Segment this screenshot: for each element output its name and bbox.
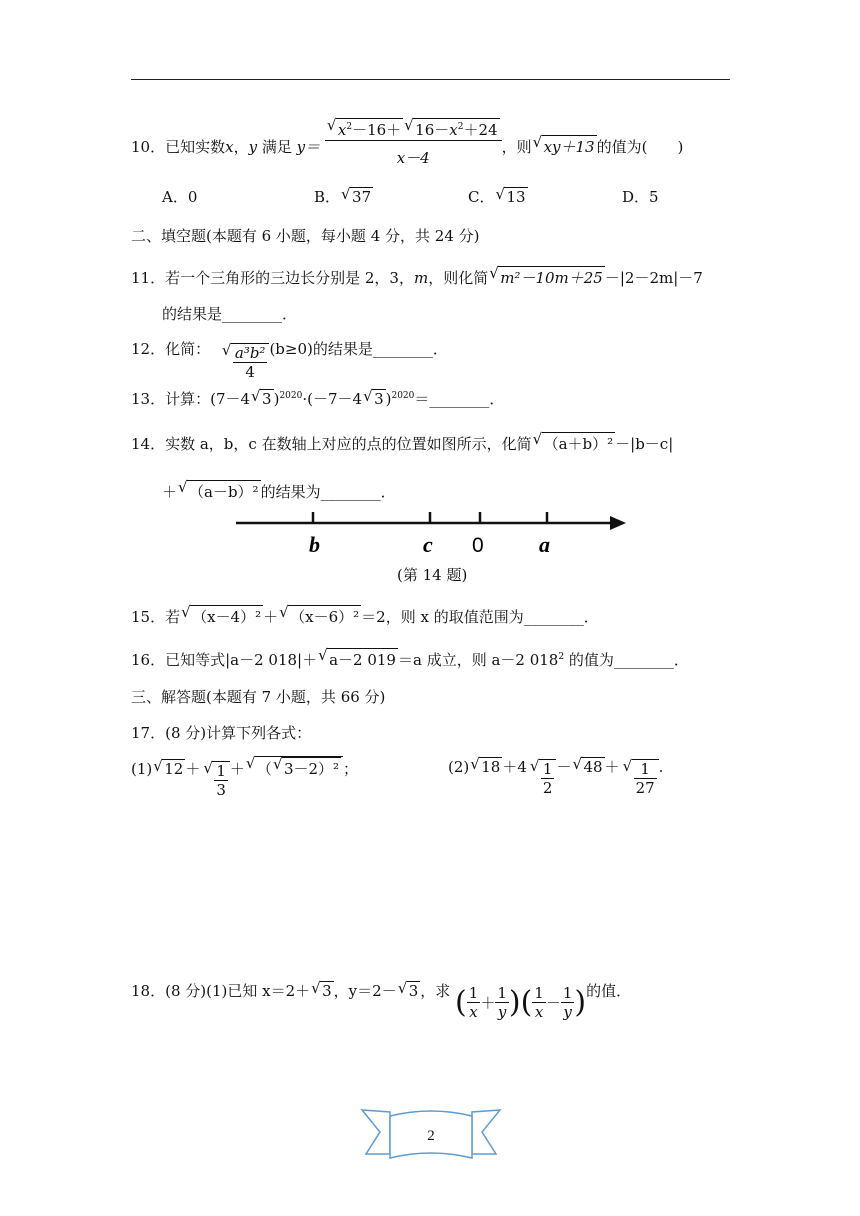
q11-radical: √ m²－10m＋25 (498, 266, 605, 288)
q17-p1-semicolon: ； (343, 760, 359, 778)
q18-plus: ＋ (480, 993, 496, 1012)
q18-frac2-den: y (497, 1002, 507, 1021)
q10-option-b (314, 186, 373, 207)
q17-p1-inner: √ 3－2）² (282, 757, 341, 779)
q17-p2-root1: √ 18 (479, 757, 502, 776)
q13-c: ·(－7－4 (302, 390, 363, 408)
question-17-part1 (131, 756, 358, 799)
question-12 (131, 338, 448, 381)
q14-radical2: √ （a－b）² (187, 480, 261, 502)
q10-num-d: x (449, 121, 458, 139)
q18-root1: √ 3 (320, 981, 334, 1000)
number-line-arrow (610, 516, 626, 530)
question-13 (131, 388, 504, 409)
q12-prefix: 12．化简： (131, 340, 211, 358)
number-line-figure (230, 508, 630, 560)
q10-num-c: 16－ (415, 121, 450, 139)
q17-p1-plus1: ＋ (185, 760, 201, 778)
q18-minus: － (545, 993, 561, 1012)
q17-p2-minus: － (556, 758, 572, 776)
q17-p2-num2: √ 1 (634, 760, 657, 779)
axis-label-a: a (539, 532, 550, 557)
question-10 (131, 118, 683, 168)
ribbon-left-tail (362, 1110, 390, 1154)
q10-option-c-radical: √ 13 (504, 187, 527, 206)
q18-frac4-num: 1 (562, 983, 573, 1002)
question-17-part2 (448, 756, 663, 797)
header-rule (131, 79, 730, 80)
q11-text-c: －|2－2m|－7 (604, 269, 703, 287)
q17-p1-den: 3 (216, 780, 226, 799)
q12-radical (231, 343, 270, 381)
q17-p1-root2 (212, 761, 230, 799)
q10-satisfy: 满足 (257, 138, 297, 156)
q17-p2-fraction2 (634, 760, 657, 797)
q10-x: x (225, 138, 234, 156)
q14-radical1: √ （a＋b）² (542, 432, 616, 454)
q10-num-e: ＋24 (463, 121, 498, 139)
q12-fraction (233, 344, 268, 381)
q11-m: m (413, 269, 429, 287)
page-number-ribbon (360, 1104, 502, 1162)
q18-frac3-num: 1 (534, 983, 544, 1002)
q17-p1-plus2: ＋ (229, 760, 245, 778)
q13-a: 13．计算：(7－4 (131, 390, 251, 408)
q17-p2-period: . (658, 758, 664, 776)
q18-expression: ( $\frac{1}{x}$ ＋ $\frac{1}{y}$ )( $\frac{1}{x}$ － $\frac{1}{y}$ ) (455, 983, 587, 1021)
q10-comma: ， (233, 138, 249, 156)
axis-label-b: b (309, 532, 320, 557)
q17-p1-root3 (255, 756, 343, 779)
q15-radical1: √ （x－4）² (190, 605, 263, 627)
question-11-line2: 的结果是________． (162, 305, 298, 323)
q16-radical: √ a－2 019 (327, 648, 398, 670)
q17-p2-num1: √ 1 (542, 759, 553, 778)
q17-p2-plus: ＋ (604, 758, 620, 776)
q14-tail: 的结果为________． (260, 483, 396, 501)
q10-tail: 的值为( ) (596, 138, 684, 156)
ribbon-right-tail (472, 1110, 500, 1154)
q10-option-d-label: D．5 (622, 188, 659, 206)
q17-p2-den1: 2 (542, 778, 553, 797)
question-11-line1 (131, 266, 703, 288)
q17-p2-label: (2) (448, 758, 470, 776)
q17-p2-root2 (539, 759, 557, 797)
question-14-line1 (131, 432, 673, 454)
q17-p1-num: √ 1 (216, 761, 226, 780)
section-3-heading: 三、解答题(本题有 7 小题，共 66 分) (131, 688, 386, 706)
q17-p1-fraction (214, 762, 228, 799)
q13-root1: √ 3 (260, 389, 274, 408)
q13-d: ) (385, 390, 392, 408)
page-number: 2 (427, 1128, 435, 1144)
q18-frac3 (532, 984, 546, 1021)
q13-exp1: 2020 (279, 391, 303, 401)
q18-a: 18．(8 分)(1)已知 x＝2＋ (131, 982, 311, 1000)
q16-sup: 2 (558, 652, 565, 662)
q13-b: ) (273, 390, 280, 408)
q17-p2-fraction1 (541, 760, 555, 797)
q18-frac1-num: 1 (468, 983, 479, 1002)
q10-radical: √ xy＋13 (542, 135, 597, 157)
q18-frac1 (467, 984, 481, 1021)
q10-then: ，则 (501, 138, 532, 156)
q10-option-b-label: B． (314, 188, 341, 206)
q18-frac4 (561, 984, 575, 1021)
q17-p2-root4 (632, 759, 659, 797)
q17-p1-label: (1) (131, 760, 153, 778)
q18-frac3-den: x (534, 1002, 544, 1021)
q18-frac2 (495, 984, 509, 1021)
q10-num-b: －16＋ (352, 121, 402, 139)
q10-num-a: x (337, 121, 347, 139)
q10-denominator: x－4 (396, 149, 430, 167)
q13-root2: √ 3 (372, 389, 386, 408)
q10-fraction (325, 118, 502, 168)
q18-b: ，y＝2－ (333, 982, 397, 1000)
q12-numerator: √ a³b² (234, 343, 266, 362)
q10-prefix: 10．已知实数 (131, 138, 226, 156)
q10-eq: y＝ (296, 138, 321, 156)
q17-p1-paren: （ (256, 760, 272, 778)
q18-frac2-num: 1 (497, 983, 507, 1002)
q17-p2-plus4: ＋4 (502, 758, 527, 776)
q18-frac1-den: x (469, 1002, 478, 1021)
q15-plus: ＋ (263, 608, 279, 626)
question-14-line2 (162, 480, 396, 502)
q10-option-c (468, 186, 528, 207)
q18-c: ，求 (420, 982, 451, 1000)
q16-a: 16．已知等式|a－2 018|＋ (131, 651, 318, 669)
q14-a: 14．实数 a，b，c 在数轴上对应的点的位置如图所示，化简 (131, 435, 532, 453)
q13-e: ＝________． (414, 390, 505, 408)
q12-tail: (b≥0)的结果是________． (269, 340, 448, 358)
figure-14-caption: (第 14 题) (397, 566, 468, 584)
question-18 (131, 980, 631, 1021)
q14-b: －|b－c| (615, 435, 674, 453)
q10-numerator (325, 118, 502, 141)
q17-p2-root3: √ 48 (581, 757, 604, 776)
q10-option-d (622, 186, 659, 207)
q10-option-b-radical: √ 37 (350, 187, 373, 206)
q17-p2-den2: 27 (635, 778, 655, 797)
q13-exp2: 2020 (391, 391, 415, 401)
q16-b: ＝a 成立，则 a－2 018 (397, 651, 559, 669)
q11-text-b: ，则化简 (428, 269, 489, 287)
q16-c: 的值为________． (564, 651, 689, 669)
q18-root2: √ 3 (407, 981, 421, 1000)
question-15 (131, 605, 599, 627)
question-16 (131, 648, 689, 670)
section-2-heading: 二、填空题(本题有 6 小题，每小题 4 分，共 24 分) (131, 227, 480, 245)
q10-option-c-label: C． (468, 188, 495, 206)
q18-frac4-den: y (563, 1002, 572, 1021)
axis-label-0: 0 (472, 534, 484, 557)
q10-option-a-label: A．0 (162, 188, 198, 206)
q10-option-a (162, 186, 197, 207)
q11-text-a: 11．若一个三角形的三边长分别是 2，3， (131, 269, 414, 287)
q10-num-root1: √ $x^2-16+$ (336, 118, 403, 140)
q15-a: 15．若 (131, 608, 181, 626)
axis-label-c: c (423, 532, 433, 557)
q18-tail: 的值． (586, 982, 632, 1000)
q10-num-root2: √ $16-x^2+24$ (413, 118, 499, 140)
q14-plus: ＋ (162, 483, 178, 501)
question-17-title: 17．(8 分)计算下列各式： (131, 724, 312, 742)
q17-p1-root1: √ 12 (162, 759, 185, 778)
q15-c: ＝2，则 x 的取值范围为________． (361, 608, 599, 626)
q12-denominator: 4 (245, 362, 255, 381)
q10-y: y (248, 138, 258, 156)
q15-radical2: √ （x－6）² (288, 605, 361, 627)
